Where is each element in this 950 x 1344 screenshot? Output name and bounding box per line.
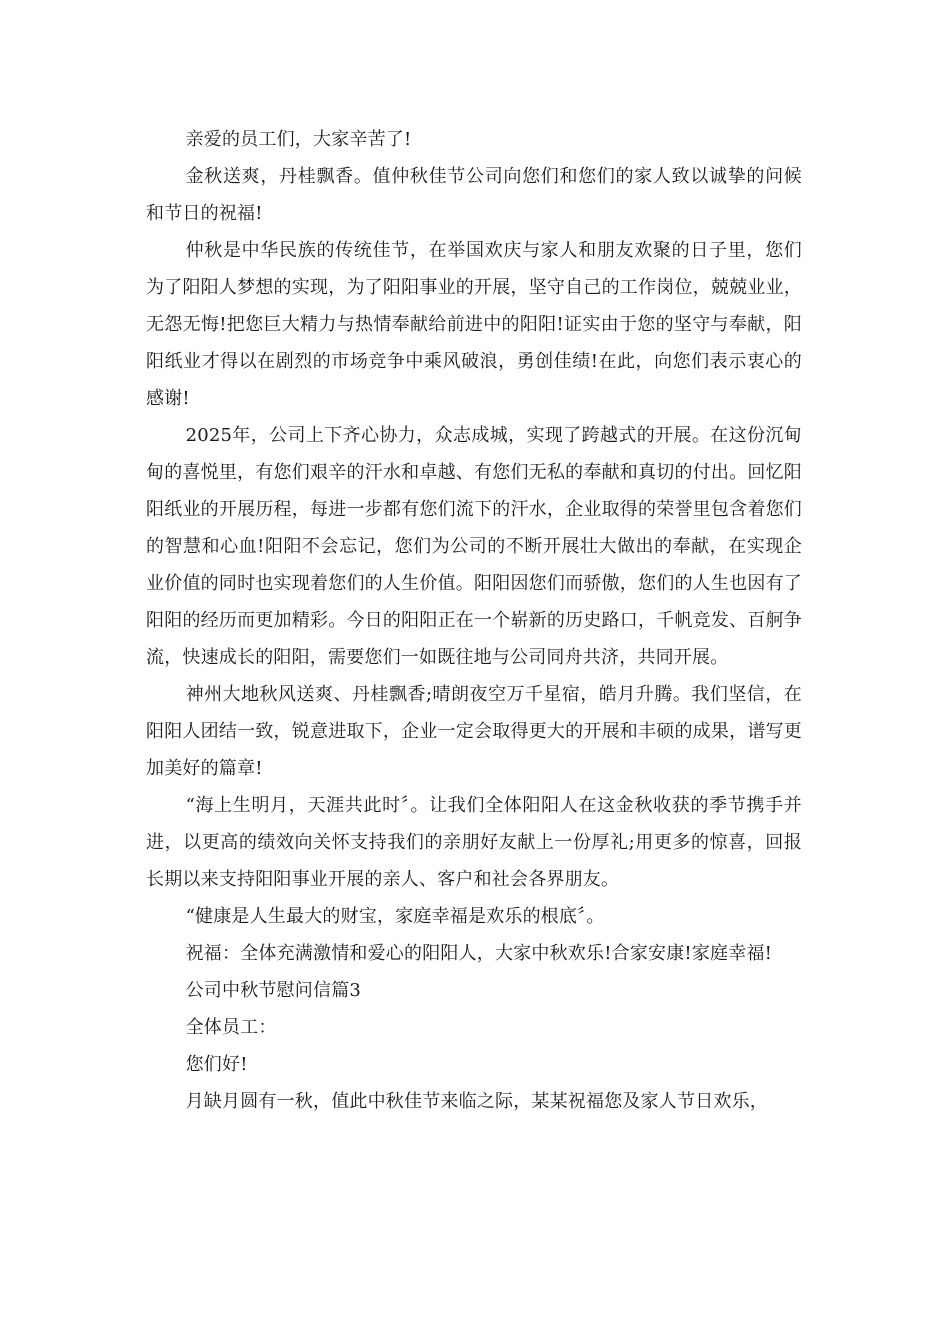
greeting-line: 您们好! <box>185 1054 248 1075</box>
body-paragraph: “海上生明月，天涯共此时〞。让我们全体阳阳人在这金秋收获的季节携手并进，以更高的绩效向关怀支持我们的亲朋好友献上一份厚礼;用更多的惊喜，回报长期以来支持阳阳事业开展的亲人、客户和社会各界朋友。 <box>146 795 802 890</box>
body-paragraph: 仲秋是中华民族的传统佳节，在举国欢庆与家人和朋友欢聚的日子里，您们为了阳阳人梦想的实现，为了阳阳事业的开展，坚守自己的工作岗位，兢兢业业，无怨无悔!把您巨大精力与热情奉献给前进中的阳阳!证实由于您的坚守与奉献，阳阳纸业才得以在剧烈的市场竞争中乘风破浪，勇创佳绩!在此，向您们表示衷心的感谢! <box>146 240 802 409</box>
body-paragraph: 月缺月圆有一秋，值此中秋佳节来临之际，某某祝福您及家人节日欢乐， <box>185 1091 768 1112</box>
section-heading: 公司中秋节慰问信篇3 <box>185 980 362 1001</box>
body-paragraph: 金秋送爽，丹桂飘香。值仲秋佳节公司向您们和您们的家人致以诚挚的问候和节日的祝福! <box>146 166 802 224</box>
greeting-paragraph: 亲爱的员工们，大家辛苦了! <box>185 129 412 150</box>
body-paragraph: 2025年，公司上下齐心协力，众志成城，实现了跨越式的开展。在这份沉甸甸的喜悦里，有您们艰辛的汗水和卓越、有您们无私的奉献和真切的付出。回忆阳阳纸业的开展历程，每进一步都有您们流下的汗水，企业取得的荣誉里包含着您们的智慧和心血!阳阳不会忘记，您们为公司的不断开展壮大做出的奉献，在实现企业价值的同时也实现着您们的人生价值。阳阳因您们而骄傲，您们的人生也因有了阳阳的经历而更加精彩。今日的阳阳正在一个崭新的历史路口，千帆竞发、百舸争流，快速成长的阳阳，需要您们一如既往地与公司同舟共济，共同开展。 <box>146 425 802 668</box>
quote-paragraph: “健康是人生最大的财宝，家庭幸福是欢乐的根底〞。 <box>185 906 605 927</box>
document-body <box>146 121 802 1120</box>
salutation-line: 全体员工： <box>185 1017 277 1038</box>
body-paragraph: 神州大地秋风送爽、丹桂飘香;晴朗夜空万千星宿，皓月升腾。我们坚信，在阳阳人团结一致，锐意进取下，企业一定会取得更大的开展和丰硕的成果，谱写更加美好的篇章! <box>146 684 802 779</box>
blessing-paragraph: 祝福：全体充满激情和爱心的阳阳人，大家中秋欢乐!合家安康!家庭幸福! <box>185 943 773 964</box>
